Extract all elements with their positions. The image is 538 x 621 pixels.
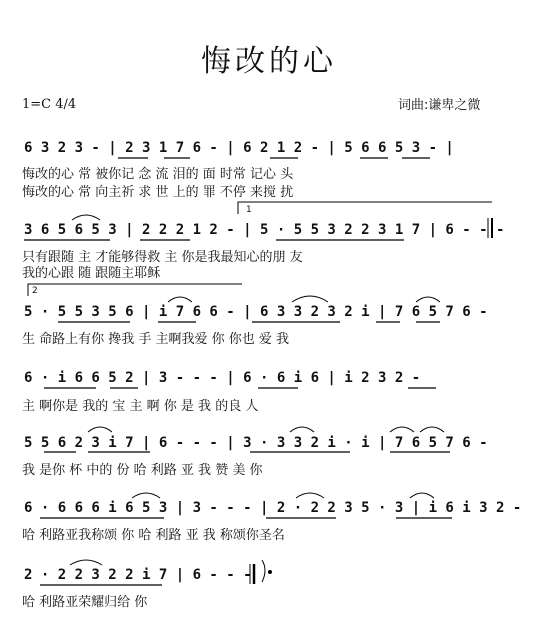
slur [420,427,444,432]
lyric-line-6: 哈 利路亚我称颂 你 哈 利路 亚 我 称颂你圣名 [22,528,285,543]
lyric-line-2b: 我的心跟 随 跟随主耶稣 [22,266,161,281]
slur [410,493,434,498]
slur [132,493,160,498]
notation-line-1: 6 3 2 3 - | 2 3 1 7 6 - | 6 2 1 2 - | 5 6 6 5 3 - | [24,140,454,156]
slur [88,427,112,432]
notation-line-2: 3 6 5 6 5 3 | 2 2 2 1 2 - | 5 · 5 5 3 2 2 3 1 7 | 6 - - - [24,222,505,238]
lyric-line-2a: 只有跟随 主 才能够得救 主 你是我最知心的朋 友 [22,250,303,265]
key-signature: 1=C 4/4 [22,97,77,112]
lyric-line-7: 哈 利路亚荣耀归给 你 [22,595,148,610]
notation-line-5: 5 5 6 2 3 i 7 | 6 - - - | 3 · 3 3 2 i · i | 7 6 5 7 6 - [24,435,488,451]
volta-2-bracket [28,284,242,296]
lyric-line-3: 生 命路上有你 搀我 手 主啊我爱 你 你也 爱 我 [22,332,290,347]
song-title: 悔改的心 [201,44,337,79]
volta-2-label: 2 [32,286,38,296]
slur [168,297,192,302]
slur [416,297,440,302]
slur [296,493,324,498]
lyric-line-1b: 悔改的心 常 向主祈 求 世 上的 罪 不停 来搅 扰 [22,185,294,200]
credits: 词曲:谦卑之微 [398,98,481,113]
notation-line-3: 5 · 5 5 3 5 6 | i 7 6 6 - | 6 3 3 2 3 2 i | 7 6 5 7 6 - [24,304,488,320]
slur [70,560,102,565]
slur [292,296,328,302]
slur [390,427,414,432]
fine-mark [262,560,265,582]
lyric-line-4: 主 啊你是 我的 宝 主 啊 你 是 我 的良 人 [22,399,259,414]
lyric-line-1a: 悔改的心 常 被你记 念 流 泪的 面 时常 记心 头 [22,167,294,182]
fine-mark [268,570,272,574]
notation-line-4: 6 · i 6 6 5 2 | 3 - - - | 6 · 6 i 6 | i 2 3 2 - [24,370,421,386]
volta-1-bracket [238,202,492,214]
lyric-line-5: 我 是你 杯 中的 份 哈 利路 亚 我 赞 美 你 [22,463,263,478]
slur [72,215,100,220]
volta-1-label: 1 [246,205,252,215]
slur [290,427,314,432]
notation-line-7: 2 · 2 2 3 2 2 i 7 | 6 - - - [24,567,252,583]
notation-line-6: 6 · 6 6 6 i 6 5 3 | 3 - - - | 2 · 2 2 3 5 · 3 | i 6 i 3 2 - [24,500,522,516]
